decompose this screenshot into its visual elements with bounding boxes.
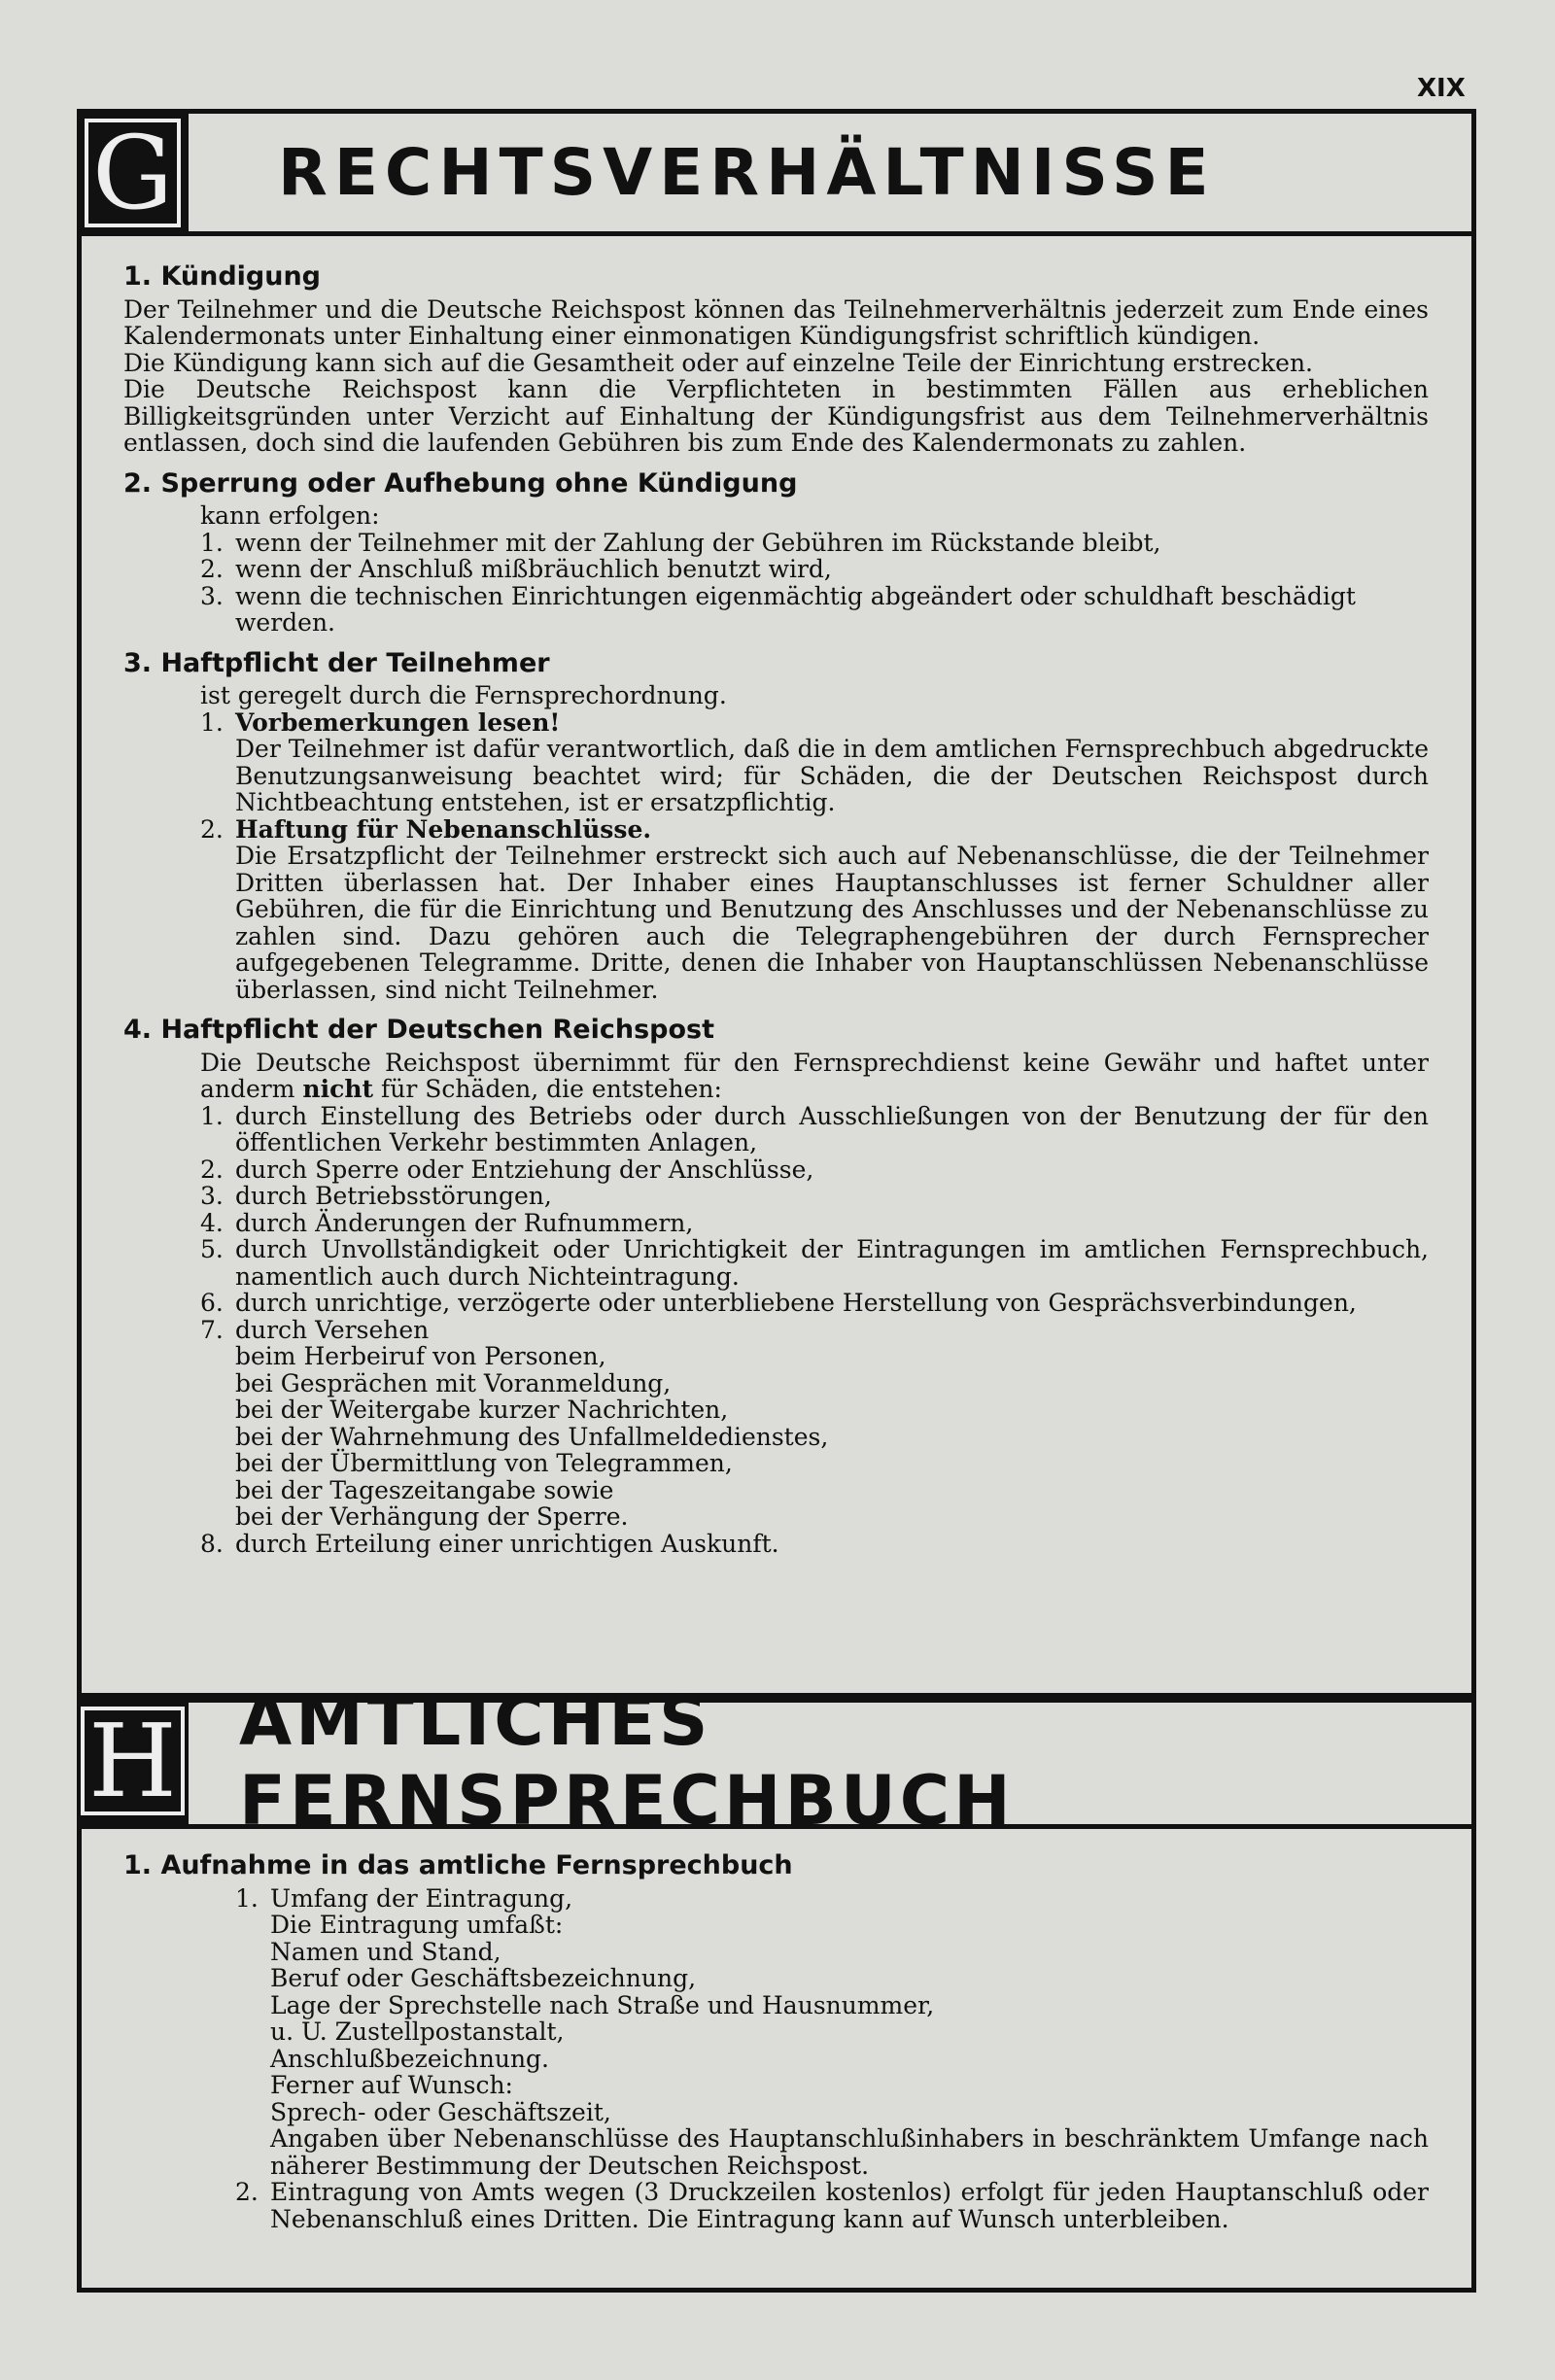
- list-item: 2. Eintragung von Amts wegen (3 Druckzeilen kostenlos) erfolgt für jeden Hauptanschluß oder Nebenanschluß eines Dritten. Die Eintragung kann auf Wunsch unterbleiben.: [235, 2178, 1429, 2233]
- list-item: 1. Vorbemerkungen lesen! Der Teilnehmer ist dafür verantwortlich, daß die in dem amtlichen Fernsprechbuch abgedruckte Benutzungsanweisung beachtet wird; für Schäden, die der Deutschen Reichspost durch Nichtbeachtung entstehen, ist er ersatzpflichtig.: [200, 707, 1429, 816]
- sub-line: bei der Verhängung der Sperre.: [235, 1502, 629, 1531]
- entry-line: Anschlußbezeichnung.: [270, 2044, 549, 2073]
- section-title: AMTLICHES FERNSPRECHBUCH: [239, 1681, 1015, 1841]
- list-item: 1. wenn der Teilnehmer mit der Zahlung der Gebühren im Rückstande bleibt,: [200, 528, 1161, 557]
- text-line: Die Deutsche Reichspost kann die Verpflichteten in bestimmten Fällen aus erheblichen Billigkeitsgründen unter Verzicht auf Einhaltung der Kündigungsfrist aus dem Teilnehmerverhältnis entlassen, doch sind die laufenden Gebühren bis zum Ende des Kalendermonats zu zahlen.: [123, 375, 1429, 457]
- list-item: 3. durch Betriebsstörungen,: [200, 1182, 552, 1210]
- sub-title: Haftung für Nebenanschlüsse.: [235, 814, 652, 844]
- section-content: [82, 1829, 1471, 2232]
- entry-line: Beruf oder Geschäftsbezeichnung,: [270, 1964, 697, 1992]
- section-content: [82, 236, 1471, 1557]
- section-letter: H: [81, 1707, 185, 1815]
- heading-sperrung: 2. Sperrung oder Aufhebung ohne Kündigung: [123, 467, 798, 499]
- sperrung-list: [200, 530, 1429, 637]
- sub-line: bei der Weitergabe kurzer Nachrichten,: [235, 1396, 729, 1424]
- entry-line: Angaben über Nebenanschlüsse des Hauptanschlußinhabers in beschränktem Umfange nach näherer Bestimmung der Deutschen Reichspost.: [270, 2124, 1429, 2180]
- entry-line: Ferner auf Wunsch:: [270, 2071, 513, 2099]
- entry-line: Namen und Stand,: [270, 1937, 501, 1966]
- haftpflicht-intro: ist geregelt durch die Fernsprechordnung.: [200, 681, 727, 709]
- sub-line: bei der Übermittlung von Telegrammen,: [235, 1449, 733, 1477]
- list-item: 1. durch Einstellung des Betriebs oder durch Ausschließungen von der Benutzung der für den öffentlichen Verkehr bestimmten Anlagen,: [200, 1101, 1429, 1156]
- heading-haftpflicht-reichspost: 4. Haftpflicht der Deutschen Reichspost: [123, 1015, 714, 1045]
- entry-line: Die Eintragung umfaßt:: [270, 1911, 564, 1939]
- haftpflicht-list: [200, 709, 1429, 1004]
- list-item: 7. durch Versehen beim Herbeiruf von Personen, bei Gesprächen mit Voranmeldung, bei der Weitergabe kurzer Nachrichten, bei der Wahrnehmung des Unfallmeldedienstes, bei der Übermittlung von Telegrammen, bei der Tageszeitangabe sowie bei der Verhängung der Sperre.: [200, 1317, 1429, 1531]
- list-item: 3. wenn die technischen Einrichtungen eigenmächtig abgeändert oder schuldhaft beschädigt werden.: [200, 581, 1356, 637]
- list-item: 2. durch Sperre oder Entziehung der Anschlüsse,: [200, 1155, 814, 1184]
- kuendigung-text: [123, 296, 1429, 457]
- sub-text: Die Ersatzpflicht der Teilnehmer erstreckt sich auch auf Nebenanschlüsse, die der Teilnehmer Dritten überlassen hat. Der Inhaber eines Hauptanschlusses ist ferner Schuldner aller Gebühren, die für die Einrichtung und Benutzung des Anschlusses und der Nebenanschlüsse zu zahlen sind. Dazu gehören auch die Telegraphengebühren der durch Fernsprecher aufgegebenen Telegramme. Dritte, denen die Inhaber von Hauptanschlüssen Nebenanschlüsse überlassen, sind nicht Teilnehmer.: [235, 842, 1429, 1004]
- heading-kuendigung: 1. Kündigung: [123, 261, 322, 292]
- list-item: 6. durch unrichtige, verzögerte oder unterbliebene Herstellung von Gesprächsverbindungen,: [200, 1289, 1357, 1317]
- section-rechtsverhaeltnisse: [77, 109, 1476, 1703]
- section-title: RECHTSVERHÄLTNISSE: [278, 135, 1216, 210]
- sperrung-block: [200, 502, 1429, 637]
- list-item: 1. Umfang der Eintragung, Die Eintragung umfaßt: Namen und Stand, Beruf oder Geschäftsbezeichnung, Lage der Sprechstelle nach Straße und Hausnummer, u. U. Zustellpostanstalt, Anschlußbezeichnung. Ferner auf Wunsch: Sprech- oder Geschäftszeit, Angaben über Nebenanschlüsse des Hauptanschlußinhabers in beschränktem Umfange nach näherer Bestimmung der Deutschen Reichspost.: [235, 1883, 1429, 2180]
- reichspost-intro: Die Deutsche Reichspost übernimmt für den Fernsprechdienst keine Gewähr und haftet unter anderm nicht für Schäden, die entstehen:: [200, 1048, 1429, 1103]
- list-item: 8. durch Erteilung einer unrichtigen Auskunft.: [200, 1529, 779, 1558]
- section-letter-block: [82, 114, 189, 231]
- heading-aufnahme: 1. Aufnahme in das amtliche Fernsprechbuch: [123, 1850, 793, 1880]
- entry-line: Sprech- oder Geschäftszeit,: [270, 2097, 611, 2126]
- section-letter-block: [82, 1698, 189, 1824]
- list-item: 2. Haftung für Nebenanschlüsse. Die Ersatzpflicht der Teilnehmer erstreckt sich auch auf Nebenanschlüsse, die der Teilnehmer Dritten überlassen hat. Der Inhaber eines Hauptanschlusses ist ferner Schuldner aller Gebühren, die für die Einrichtung und Benutzung des Anschlusses und der Nebenanschlüsse zu zahlen sind. Dazu gehören auch die Telegraphengebühren der durch Fernsprecher aufgegebenen Telegramme. Dritte, denen die Inhaber von Hauptanschlüssen Nebenanschlüsse überlassen, sind nicht Teilnehmer.: [200, 814, 1429, 1004]
- section-header: [82, 1681, 1471, 1841]
- section-letter: G: [85, 119, 181, 227]
- page-number: XIX: [1417, 74, 1466, 103]
- haftpflicht-reichspost-block: [200, 1050, 1429, 1558]
- heading-haftpflicht-teilnehmer: 3. Haftpflicht der Teilnehmer: [123, 647, 550, 678]
- sub-line: bei der Tageszeitangabe sowie: [235, 1475, 614, 1504]
- aufnahme-block: [235, 1885, 1429, 2233]
- text-line: Die Kündigung kann sich auf die Gesamtheit oder auf einzelne Teile der Einrichtung erstrecken.: [123, 348, 1313, 377]
- sub-line: bei der Wahrnehmung des Unfallmeldedienstes,: [235, 1422, 829, 1451]
- sub-line: bei Gesprächen mit Voranmeldung,: [235, 1368, 672, 1397]
- list-item: 5. durch Unvollständigkeit oder Unrichtigkeit der Eintragungen im amtlichen Fernsprechbuch, namentlich auch durch Nichteintragung.: [200, 1235, 1429, 1291]
- aufnahme-list: [235, 1885, 1429, 2233]
- section-amtliches-fernsprechbuch: [77, 1681, 1476, 2293]
- text-line: Der Teilnehmer und die Deutsche Reichspost können das Teilnehmerverhältnis jederzeit zum Ende eines Kalendermonats unter Einhaltung einer einmonatigen Kündigungsfrist schriftlich kündigen.: [123, 294, 1429, 350]
- sub-title: Vorbemerkungen lesen!: [235, 707, 561, 737]
- sub-text: Der Teilnehmer ist dafür verantwortlich, daß die in dem amtlichen Fernsprechbuch abgedruckte Benutzungsanweisung beachtet wird; für Schäden, die der Deutschen Reichspost durch Nichtbeachtung entstehen, ist er ersatzpflichtig.: [235, 735, 1429, 816]
- sperrung-intro: kann erfolgen:: [200, 501, 380, 530]
- entry-line: u. U. Zustellpostanstalt,: [270, 2018, 565, 2046]
- sub-line: beim Herbeiruf von Personen,: [235, 1342, 606, 1370]
- entry-line: Lage der Sprechstelle nach Straße und Hausnummer,: [270, 1990, 935, 2019]
- reichspost-list: [200, 1103, 1429, 1558]
- haftpflicht-teilnehmer-block: [200, 682, 1429, 1003]
- list-item: 2. wenn der Anschluß mißbräuchlich benutzt wird,: [200, 555, 832, 583]
- list-item: 4. durch Änderungen der Rufnummern,: [200, 1208, 694, 1237]
- section-header: [82, 114, 1471, 236]
